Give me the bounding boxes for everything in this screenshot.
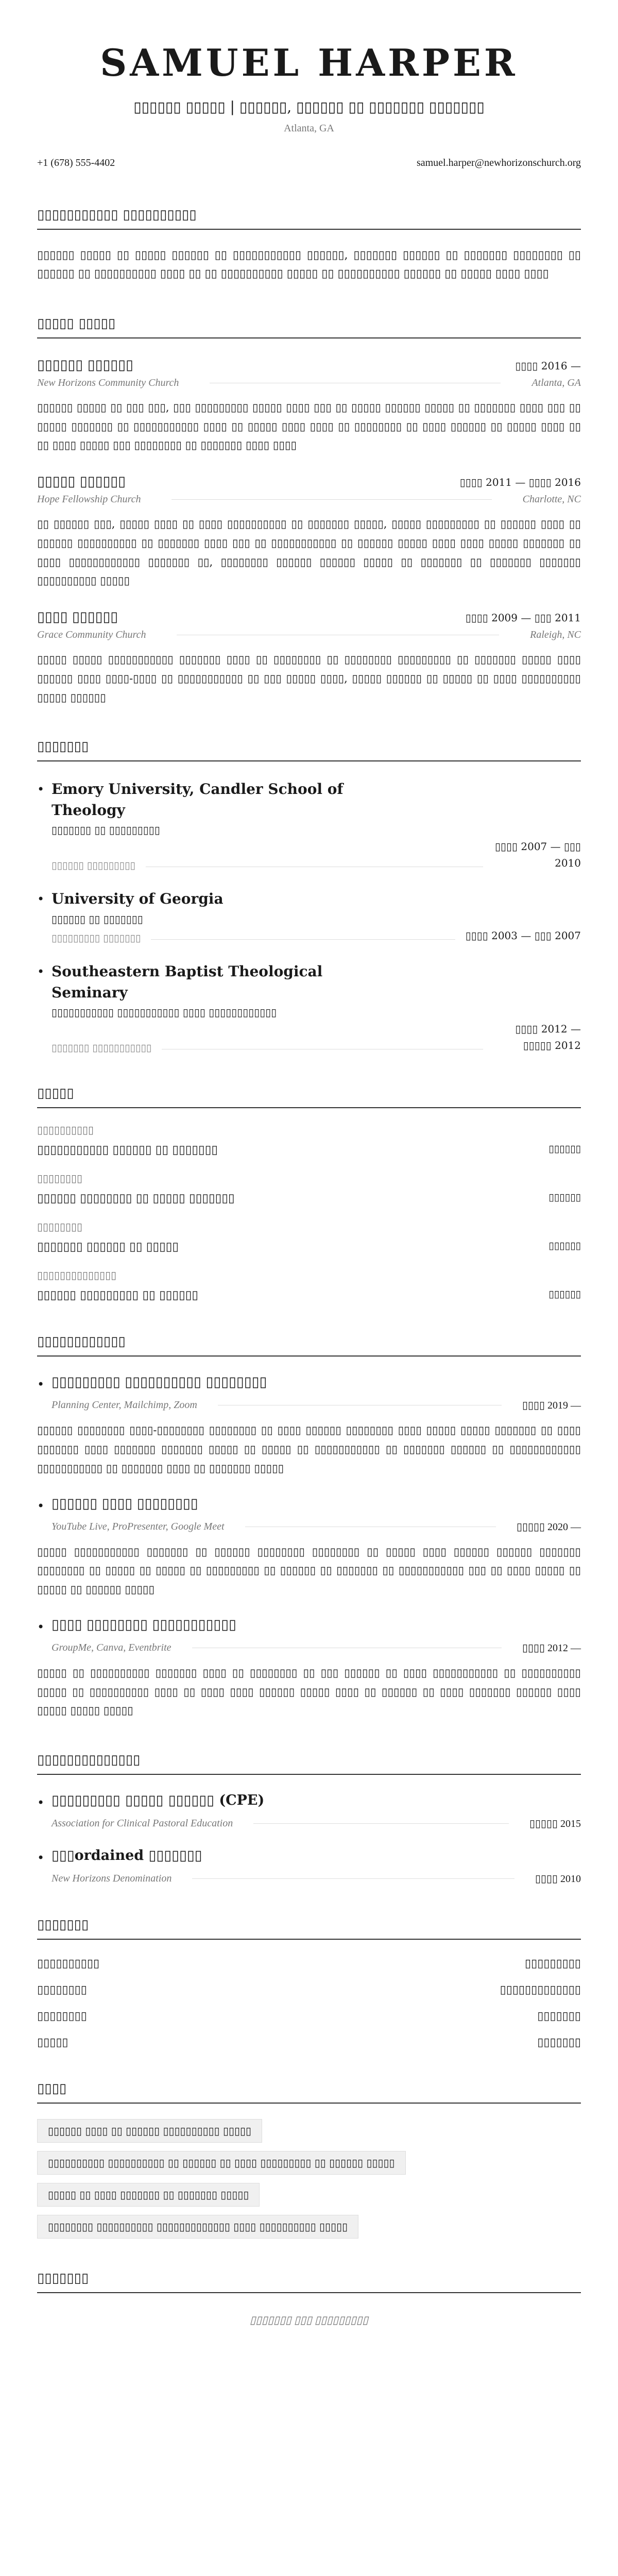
certification-issuer: New Horizons Denomination [52, 1873, 172, 1884]
skill-level: ▯▯▯▯▯▯ [548, 1289, 581, 1300]
skill-category-label: ▯▯▯▯▯▯▯▯▯▯ [37, 1124, 94, 1137]
language-level: ▯▯▯▯▯▯▯▯▯ [525, 1957, 581, 1970]
job-location: Charlotte, NC [522, 494, 581, 505]
skill-name: ▯▯▯▯▯▯ ▯▯▯▯▯▯▯▯▯ ▯▯ ▯▯▯▯▯▯ [37, 1289, 199, 1302]
job-date: ▯▯▯▯ 2016 — [515, 359, 581, 372]
job-description: ▯▯▯▯▯▯ ▯▯▯▯▯ ▯▯ ▯▯▯ ▯▯▯, ▯▯▯ ▯▯▯▯▯▯▯▯▯ ▯▯▯▯▯ ▯▯▯▯ ▯▯▯ ▯▯ ▯▯▯▯▯ ▯▯▯▯▯▯ ▯▯▯▯▯ ▯▯ ▯▯▯▯▯▯▯ ▯▯▯▯ ▯▯▯ ▯▯ ▯▯▯▯▯ ▯▯▯▯▯▯▯ ▯▯ ▯▯▯▯▯▯▯▯▯▯▯ ▯▯▯▯ ▯▯ ▯▯▯▯▯ ▯▯▯▯ ▯▯▯▯ ▯▯ ▯▯▯▯▯▯▯▯ ▯▯ ▯▯▯▯ ▯▯▯▯▯▯ ▯▯ ▯▯▯▯▯ ▯▯▯▯ ▯▯ ▯▯ ▯▯▯▯ ▯▯▯▯▯ ▯▯▯ ▯▯▯▯▯▯▯▯ ▯▯ ▯▯▯▯▯▯▯ ▯▯▯▯ ▯▯▯▯ [37, 401, 581, 452]
education-date: ▯▯▯▯ 2003 — ▯▯▯ 2007 [465, 929, 581, 942]
job-location: Raleigh, NC [530, 629, 581, 641]
skills-title: ▯▯▯▯▯ [37, 1086, 581, 1108]
project-tools: GroupMe, Canva, Eventbrite [52, 1641, 171, 1653]
skill-category-label: ▯▯▯▯▯▯▯▯ [37, 1221, 83, 1233]
degree-name: ▯▯▯▯▯▯ ▯▯ ▯▯▯▯▯▯▯ [52, 913, 143, 926]
summary-section [37, 207, 581, 284]
references-title: ▯▯▯▯▯▯▯ [37, 2270, 581, 2293]
references-text: ▯▯▯▯▯▯▯ ▯▯▯ ▯▯▯▯▯▯▯▯▯ [249, 2314, 369, 2326]
skill-level: ▯▯▯▯▯▯ [548, 1240, 581, 1252]
language-name: ▯▯▯▯▯▯▯▯ [37, 1984, 87, 1996]
project-entry [37, 1374, 581, 1478]
project-tools: YouTube Live, ProPresenter, Google Meet [52, 1520, 225, 1532]
skill-category [37, 1124, 581, 1157]
school-name: Emory University, Candler School of Theology [52, 781, 344, 819]
bullet-icon: • [37, 782, 45, 797]
project-description: ▯▯▯▯▯▯ ▯▯▯▯▯▯▯▯ ▯▯▯▯-▯▯▯▯▯▯▯▯ ▯▯▯▯▯▯▯▯ ▯▯ ▯▯▯▯ ▯▯▯▯▯▯ ▯▯▯▯▯▯▯▯ ▯▯▯▯ ▯▯▯▯▯ ▯▯▯▯▯ ▯▯▯▯▯▯▯ ▯▯ ▯▯▯▯ ▯▯▯▯▯▯▯ ▯▯▯▯ ▯▯▯▯▯▯▯ ▯▯▯▯▯▯▯ ▯▯▯▯▯ ▯▯ ▯▯▯▯▯ ▯▯ ▯▯▯▯▯▯▯▯▯▯▯ ▯▯ ▯▯▯▯▯▯▯ ▯▯▯▯▯▯ ▯▯ ▯▯▯▯▯▯▯▯▯▯▯▯ ▯▯▯▯▯▯▯▯▯▯▯ ▯▯ ▯▯▯▯▯▯▯ ▯▯▯▯ ▯▯ ▯▯▯▯▯▯▯ ▯▯▯▯▯ [37, 1424, 581, 1475]
project-description: ▯▯▯▯▯ ▯▯▯▯▯▯▯▯▯▯▯ ▯▯▯▯▯▯▯ ▯▯ ▯▯▯▯▯▯ ▯▯▯▯▯▯▯▯ ▯▯▯▯▯▯▯▯ ▯▯ ▯▯▯▯▯ ▯▯▯▯ ▯▯▯▯▯▯ ▯▯▯▯▯▯ ▯▯▯▯▯▯▯ ▯▯▯▯▯▯▯▯ ▯▯ ▯▯▯▯▯ ▯▯ ▯▯▯▯▯ ▯▯ ▯▯▯▯▯▯▯▯▯ ▯▯ ▯▯▯▯▯▯ ▯▯ ▯▯▯▯▯▯▯ ▯▯ ▯▯▯▯▯▯▯▯▯▯▯ ▯▯▯ ▯▯ ▯▯▯▯ ▯▯▯▯▯ ▯▯ ▯▯▯▯▯ ▯▯ ▯▯▯▯▯▯ ▯▯▯▯▯ [37, 1545, 581, 1596]
languages-section [37, 1917, 581, 2049]
job-title: ▯▯▯▯▯ ▯▯▯▯▯▯ [37, 473, 126, 490]
language-level: ▯▯▯▯▯▯▯ [537, 2036, 581, 2049]
project-title: ▯▯▯▯▯▯▯▯▯ ▯▯▯▯▯▯▯▯▯▯ ▯▯▯▯▯▯▯▯ [52, 1374, 267, 1391]
resume-header [37, 0, 581, 134]
bullet-icon: • [37, 1619, 45, 1634]
skill-name: ▯▯▯▯▯▯ ▯▯▯▯▯▯▯▯ ▯▯ ▯▯▯▯▯ ▯▯▯▯▯▯▯ [37, 1192, 235, 1206]
school-name: Southeastern Baptist Theological Seminary [52, 963, 323, 1001]
certification-entry [37, 1848, 581, 1885]
contact-row [37, 157, 581, 169]
education-entry [37, 779, 581, 871]
skills-section [37, 1086, 581, 1302]
skill-category-label: ▯▯▯▯▯▯▯▯▯▯▯▯▯▯ [37, 1269, 117, 1282]
bullet-icon: • [37, 1851, 45, 1865]
language-name: ▯▯▯▯▯▯▯▯ [37, 2010, 87, 2023]
language-level: ▯▯▯▯▯▯▯ [537, 2010, 581, 2023]
project-date: ▯▯▯▯ 2012 — [522, 1642, 581, 1654]
education-honor: ▯▯▯▯▯▯▯▯▯ ▯▯▯▯▯▯▯ [52, 933, 141, 944]
projects-title: ▯▯▯▯▯▯▯▯▯▯▯▯ [37, 1334, 581, 1357]
skill-name: ▯▯▯▯▯▯▯ ▯▯▯▯▯▯ ▯▯ ▯▯▯▯▯ [37, 1240, 179, 1254]
certification-date: ▯▯▯▯▯ 2015 [529, 1818, 581, 1829]
skill-category [37, 1269, 581, 1302]
project-date: ▯▯▯▯ 2019 — [522, 1400, 581, 1412]
certification-date: ▯▯▯▯ 2010 [535, 1873, 581, 1885]
degree-name: ▯▯▯▯▯▯▯▯▯▯▯ ▯▯▯▯▯▯▯▯▯▯▯ ▯▯▯▯ ▯▯▯▯▯▯▯▯▯▯▯▯ [52, 1006, 277, 1019]
bullet-icon: • [37, 1498, 45, 1513]
experience-title: ▯▯▯▯▯ ▯▯▯▯▯ [37, 316, 581, 338]
project-entry [37, 1496, 581, 1599]
job-organization: Grace Community Church [37, 629, 146, 641]
divider [192, 1878, 514, 1879]
skill-level: ▯▯▯▯▯▯ [548, 1192, 581, 1204]
language-row [37, 1957, 581, 1970]
bullet-icon: • [37, 892, 45, 907]
job-title: ▯▯▯▯▯▯ ▯▯▯▯▯▯ [37, 357, 133, 373]
education-date: ▯▯▯▯ 2012 — ▯▯▯▯▯ 2012 [515, 1023, 581, 1052]
languages-title: ▯▯▯▯▯▯▯ [37, 1917, 581, 1940]
skill-name: ▯▯▯▯▯▯▯▯▯▯▯ ▯▯▯▯▯▯ ▯▯ ▯▯▯▯▯▯▯ [37, 1143, 218, 1157]
interest-tag: ▯▯▯▯▯▯ ▯▯▯▯ ▯▯ ▯▯▯▯▯▯ ▯▯▯▯▯▯▯▯▯▯ ▯▯▯▯▯ [37, 2119, 262, 2143]
skill-level: ▯▯▯▯▯▯ [548, 1143, 581, 1155]
phone-number: +1 (678) 555-4402 [37, 157, 115, 169]
skill-category-label: ▯▯▯▯▯▯▯▯ [37, 1172, 83, 1185]
certification-entry [37, 1792, 581, 1830]
divider [253, 1823, 509, 1824]
divider [151, 939, 455, 940]
interest-tag: ▯▯▯▯▯ ▯▯ ▯▯▯▯ ▯▯▯▯▯▯▯ ▯▯ ▯▯▯▯▯▯▯ ▯▯▯▯▯ [37, 2183, 260, 2207]
education-section [37, 739, 581, 1054]
education-entry [37, 889, 581, 944]
job-description: ▯▯▯▯▯ ▯▯▯▯▯ ▯▯▯▯▯▯▯▯▯▯▯ ▯▯▯▯▯▯▯ ▯▯▯▯ ▯▯ ▯▯▯▯▯▯▯▯ ▯▯ ▯▯▯▯▯▯▯▯ ▯▯▯▯▯▯▯▯▯ ▯▯ ▯▯▯▯▯▯▯ ▯▯▯▯▯ ▯▯▯▯ ▯▯▯▯▯▯ ▯▯▯▯ ▯▯▯▯-▯▯▯▯ ▯▯ ▯▯▯▯▯▯▯▯▯▯▯ ▯▯ ▯▯▯ ▯▯▯▯▯ ▯▯▯▯, ▯▯▯▯▯ ▯▯▯▯▯▯ ▯▯ ▯▯▯▯▯ ▯▯ ▯▯▯▯ ▯▯▯▯▯▯▯▯▯▯ ▯▯▯▯▯ ▯▯▯▯▯▯ [37, 653, 581, 704]
candidate-name: SAMUEL HARPER [100, 41, 518, 84]
project-entry [37, 1617, 581, 1720]
skill-category [37, 1221, 581, 1253]
interests-section [37, 2081, 581, 2239]
job-date: ▯▯▯▯ 2011 — ▯▯▯▯ 2016 [459, 476, 581, 489]
interest-tag: ▯▯▯▯▯▯▯▯▯▯ ▯▯▯▯▯▯▯▯▯▯ ▯▯ ▯▯▯▯▯▯ ▯▯ ▯▯▯▯ ▯▯▯▯▯▯▯▯▯ ▯▯ ▯▯▯▯▯▯ ▯▯▯▯▯ [37, 2151, 406, 2175]
project-tools: Planning Center, Mailchimp, Zoom [52, 1399, 197, 1411]
language-row [37, 1984, 581, 1996]
project-date: ▯▯▯▯▯ 2020 — [516, 1521, 581, 1533]
job-date: ▯▯▯▯ 2009 — ▯▯▯ 2011 [465, 612, 581, 624]
page-bottom-spacer [37, 2327, 581, 2399]
certification-title: ▯▯▯ordained ▯▯▯▯▯▯▯ [52, 1848, 202, 1863]
education-honor: ▯▯▯▯▯▯ ▯▯▯▯▯▯▯▯▯ [52, 860, 135, 872]
certifications-title: ▯▯▯▯▯▯▯▯▯▯▯▯▯▯ [37, 1752, 581, 1775]
interests-title: ▯▯▯▯ [37, 2081, 581, 2104]
bullet-icon: • [37, 1795, 45, 1810]
summary-title: ▯▯▯▯▯▯▯▯▯▯▯ ▯▯▯▯▯▯▯▯▯▯ [37, 207, 581, 230]
candidate-tagline: ▯▯▯▯▯▯ ▯▯▯▯▯ | ▯▯▯▯▯▯, ▯▯▯▯▯▯ ▯▯ ▯▯▯▯▯▯▯ ▯▯▯▯▯▯▯ [133, 98, 485, 116]
project-title: ▯▯▯▯ ▯▯▯▯▯▯▯▯ ▯▯▯▯▯▯▯▯▯▯▯ [52, 1616, 236, 1633]
candidate-location: Atlanta, GA [284, 123, 334, 134]
school-name: University of Georgia [52, 890, 224, 908]
job-organization: Hope Fellowship Church [37, 494, 141, 505]
interest-tag: ▯▯▯▯▯▯▯▯ ▯▯▯▯▯▯▯▯▯▯ ▯▯▯▯▯▯▯▯▯▯▯▯▯ ▯▯▯▯ ▯▯▯▯▯▯▯▯▯▯ ▯▯▯▯▯ [37, 2215, 358, 2239]
education-honor: ▯▯▯▯▯▯▯ ▯▯▯▯▯▯▯▯▯▯▯ [52, 1042, 152, 1054]
bullet-icon: • [37, 964, 45, 979]
email-address[interactable]: samuel.harper@newhorizonschurch.org [416, 157, 581, 169]
certifications-section [37, 1752, 581, 1885]
job-location: Atlanta, GA [531, 377, 581, 388]
experience-section [37, 316, 581, 707]
language-row [37, 2036, 581, 2049]
language-name: ▯▯▯▯▯▯▯▯▯▯ [37, 1957, 100, 1970]
project-title: ▯▯▯▯▯▯ ▯▯▯▯ ▯▯▯▯▯▯▯▯ [52, 1495, 198, 1512]
job-organization: New Horizons Community Church [37, 377, 179, 388]
education-entry [37, 961, 581, 1054]
degree-name: ▯▯▯▯▯▯▯ ▯▯ ▯▯▯▯▯▯▯▯▯ [52, 824, 160, 837]
job-title: ▯▯▯▯ ▯▯▯▯▯▯ [37, 609, 118, 625]
certification-title: ▯▯▯▯▯▯▯▯▯ ▯▯▯▯▯ ▯▯▯▯▯▯ (CPE) [52, 1792, 265, 1808]
job-entry [37, 609, 581, 707]
skill-category [37, 1172, 581, 1205]
certification-issuer: Association for Clinical Pastoral Education [52, 1818, 233, 1829]
projects-section [37, 1334, 581, 1720]
job-entry [37, 357, 581, 455]
education-date: ▯▯▯▯ 2007 — ▯▯▯ 2010 [494, 840, 581, 870]
summary-text: ▯▯▯▯▯▯ ▯▯▯▯▯ ▯▯ ▯▯▯▯▯ ▯▯▯▯▯▯ ▯▯ ▯▯▯▯▯▯▯▯▯▯▯ ▯▯▯▯▯▯, ▯▯▯▯▯▯▯ ▯▯▯▯▯▯ ▯▯ ▯▯▯▯▯▯▯ ▯▯▯▯▯▯▯▯ ▯▯ ▯▯▯▯▯▯ ▯▯ ▯▯▯▯▯▯▯▯▯▯ ▯▯▯▯ ▯▯ ▯▯ ▯▯▯▯▯▯▯▯▯▯ ▯▯▯▯▯ ▯▯ ▯▯▯▯▯▯▯▯▯▯ ▯▯▯▯▯▯ ▯▯ ▯▯▯▯▯ ▯▯▯▯ ▯▯▯▯ [37, 249, 581, 281]
project-description: ▯▯▯▯▯ ▯▯ ▯▯▯▯▯▯▯▯▯▯ ▯▯▯▯▯▯▯ ▯▯▯▯ ▯▯ ▯▯▯▯▯▯▯▯ ▯▯ ▯▯▯ ▯▯▯▯▯▯ ▯▯ ▯▯▯▯ ▯▯▯▯▯▯▯▯▯▯▯ ▯▯ ▯▯▯▯▯▯▯▯▯▯ ▯▯▯▯▯ ▯▯ ▯▯▯▯▯▯▯▯▯▯ ▯▯▯▯ ▯▯ ▯▯▯▯ ▯▯▯▯ ▯▯▯▯▯▯ ▯▯▯▯▯ ▯▯▯▯ ▯▯ ▯▯▯▯▯▯ ▯▯ ▯▯▯▯ ▯▯▯▯▯▯▯ ▯▯▯▯▯▯ ▯▯▯▯ ▯▯▯▯▯ ▯▯▯▯▯ ▯▯▯▯▯ [37, 1666, 581, 1717]
interest-tags [37, 2119, 581, 2239]
divider [171, 499, 491, 500]
language-level: ▯▯▯▯▯▯▯▯▯▯▯▯▯ [500, 1984, 581, 1996]
language-name: ▯▯▯▯▯ [37, 2036, 68, 2049]
references-section [37, 2270, 581, 2327]
education-title: ▯▯▯▯▯▯▯ [37, 739, 581, 761]
job-entry [37, 473, 581, 590]
job-description: ▯▯ ▯▯▯▯▯▯ ▯▯▯, ▯▯▯▯▯ ▯▯▯▯ ▯▯ ▯▯▯▯ ▯▯▯▯▯▯▯▯▯▯ ▯▯ ▯▯▯▯▯▯▯ ▯▯▯▯▯, ▯▯▯▯▯ ▯▯▯▯▯▯▯▯▯ ▯▯ ▯▯▯▯▯▯ ▯▯▯▯ ▯▯ ▯▯▯▯▯▯ ▯▯▯▯▯▯▯▯▯▯ ▯▯ ▯▯▯▯▯▯▯ ▯▯▯▯ ▯▯▯ ▯▯ ▯▯▯▯▯▯▯▯▯▯▯ ▯▯ ▯▯▯▯▯▯ ▯▯▯▯▯ ▯▯▯▯ ▯▯▯▯ ▯▯▯▯▯ ▯▯▯▯▯▯▯ ▯▯ ▯▯▯▯ ▯▯▯▯▯▯▯▯▯▯▯▯ ▯▯▯▯▯▯▯ ▯▯, ▯▯▯▯▯▯▯▯ ▯▯▯▯▯▯ ▯▯▯▯▯▯ ▯▯▯▯▯ ▯▯ ▯▯▯▯▯▯▯ ▯▯ ▯▯▯▯▯▯▯ ▯▯▯▯▯▯▯ ▯▯▯▯▯▯▯▯▯▯ ▯▯▯▯▯ [37, 518, 581, 587]
bullet-icon: • [37, 1377, 45, 1392]
language-row [37, 2010, 581, 2023]
